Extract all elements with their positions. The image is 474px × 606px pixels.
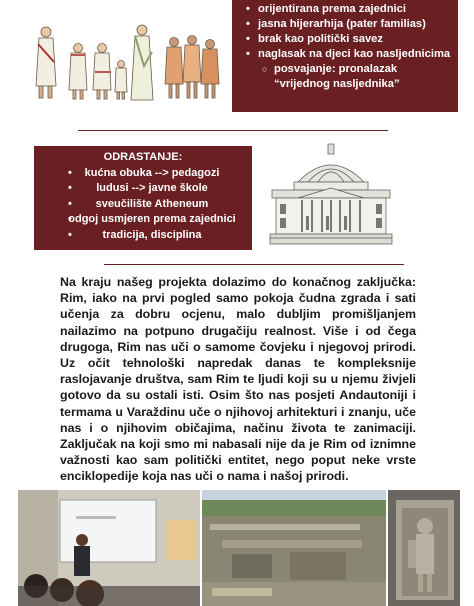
divider-line [104, 264, 404, 265]
family-sub-item [258, 62, 452, 92]
conclusion-paragraph: Na kraju našeg projekta dolazimo do konačnog zaključka: Rim, iako na prvi pogled samo pokoja čudna zgrada i sati učenja za dobru ocjenu, malo dubljim promišljanjem nailazimo na potpuno drugačiju realnost. Više i od čega drugoga, Rim nas uči o samome čovjeku i njegovoj prirodi. Uz očit tehnološki napredak danas te kompleksnije raslojavanje društva, sam Rim te ljudi koji su u njemu živjeli gotovo da su ostali isti. Osim što nas posjeti Andautoniji i termama u Varaždinu uče o njihovoj arhitekturi i znanju, uče nas i o njihovim običajima, načinu života te zanimaciji. Zaključak na koji smo mi nabasali nije da je Rim od iznimne važnosti kao sam politički entitet, nego poput neke vrste enciklopedije koja nas uči o nama i našoj prirodi. [60, 275, 416, 484]
andautonia-ruins-photo [202, 490, 386, 606]
divider-line [78, 130, 388, 131]
classroom-presentation-photo [18, 490, 200, 606]
family-item: • jasna hijerarhija (pater familias) [258, 17, 452, 32]
family-structure-box [232, 0, 458, 112]
growing-up-item: • tradicija, disciplina [40, 228, 246, 244]
family-sub-item-line2: “vrijednog nasljednika” [274, 78, 400, 90]
growing-up-item: • sveučilište Atheneum [40, 197, 246, 213]
family-sub-item-line1: posvajanje: pronalazak [274, 63, 398, 75]
athenaeum-building-sketch [268, 142, 394, 246]
roman-stone-relief-photo [388, 490, 460, 606]
growing-up-heading: ODRASTANJE: [103, 151, 183, 163]
growing-up-list [40, 166, 246, 244]
family-item: • orijentirana prema zajednici [258, 2, 452, 17]
family-item: • brak kao politički savez [258, 32, 452, 47]
growing-up-item: • kućna obuka --> pedagozi [40, 166, 246, 182]
growing-up-item: • odgoj usmjeren prema zajednici [40, 212, 246, 228]
family-structure-list [240, 2, 452, 92]
growing-up-box [34, 146, 252, 250]
roman-family-illustration [34, 22, 222, 104]
growing-up-item: • ludusi --> javne škole [40, 181, 246, 197]
family-item: • naglasak na djeci kao nasljednicima [258, 47, 452, 62]
